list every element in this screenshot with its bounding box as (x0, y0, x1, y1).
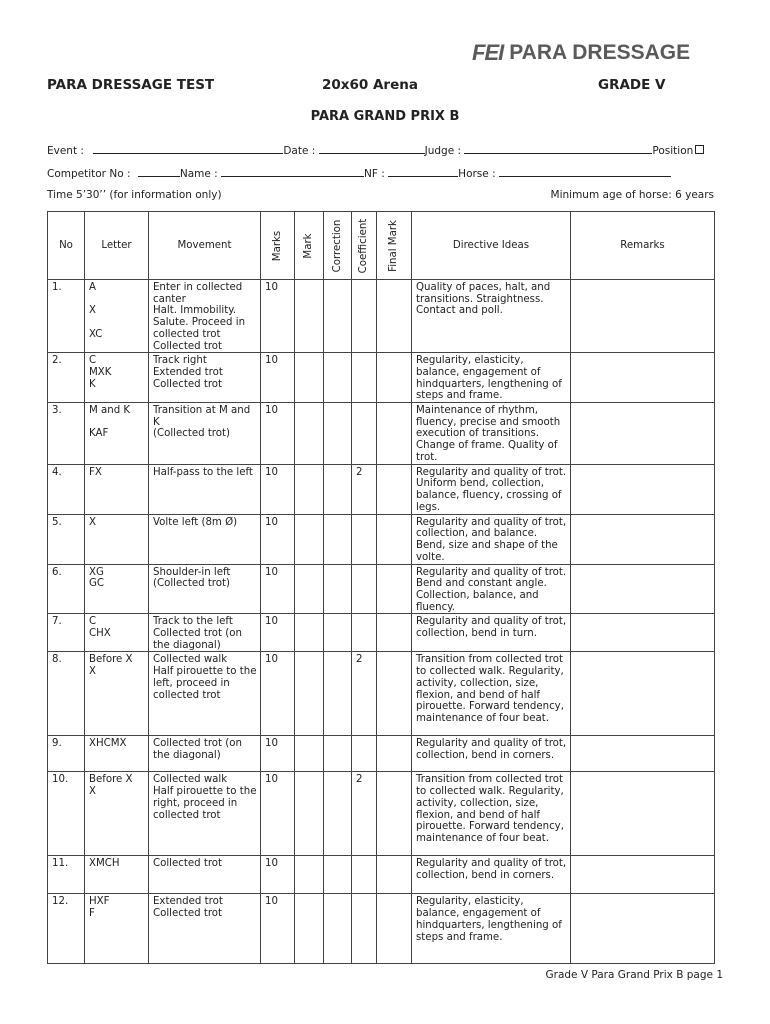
row-coefficient (352, 353, 377, 403)
competitor-line (47, 165, 671, 180)
row-number: 3. (48, 403, 85, 465)
row-coefficient (352, 736, 377, 772)
row-max-marks: 10 (261, 856, 295, 894)
row-correction-input[interactable] (324, 856, 352, 894)
position-checkbox[interactable] (695, 145, 704, 154)
row-mark-input[interactable] (295, 353, 324, 403)
row-letter: C MXK K (85, 353, 149, 403)
row-directive-ideas: Regularity, elasticity, balance, engagement of hindquarters, lengthening of steps and frame. (412, 353, 571, 403)
table-row (48, 772, 715, 856)
row-movement: Shoulder-in left (Collected trot) (149, 564, 261, 614)
row-mark-input[interactable] (295, 772, 324, 856)
row-max-marks: 10 (261, 464, 295, 514)
nf-field[interactable] (388, 165, 458, 177)
row-coefficient: 2 (352, 464, 377, 514)
table-row (48, 280, 715, 353)
row-directive-ideas: Regularity and quality of trot. Uniform bend, collection, balance, fluency, crossing of legs. (412, 464, 571, 514)
header-directive-ideas: Directive Ideas (412, 212, 571, 280)
row-final-mark-input[interactable] (377, 280, 412, 353)
header-correction: Correction (324, 212, 352, 280)
logo-brand: FEI (472, 40, 504, 65)
row-number: 10. (48, 772, 85, 856)
row-max-marks: 10 (261, 280, 295, 353)
row-mark-input[interactable] (295, 736, 324, 772)
row-coefficient: 2 (352, 652, 377, 736)
header-mark: Mark (295, 212, 324, 280)
row-number: 7. (48, 614, 85, 652)
table-row (48, 403, 715, 465)
table-row (48, 856, 715, 894)
header-remarks: Remarks (571, 212, 715, 280)
row-number: 1. (48, 280, 85, 353)
competitor-field[interactable] (138, 165, 180, 177)
row-directive-ideas: Regularity and quality of trot, collection, bend in turn. (412, 614, 571, 652)
row-max-marks: 10 (261, 403, 295, 465)
row-movement: Enter in collected canter Halt. Immobility. Salute. Proceed in collected trot Collected trot (149, 280, 261, 353)
header-letter: Letter (85, 212, 149, 280)
row-number: 11. (48, 856, 85, 894)
date-label: Date : (283, 145, 316, 157)
row-movement: Collected walk Half pirouette to the right, proceed in collected trot (149, 772, 261, 856)
row-mark-input[interactable] (295, 894, 324, 964)
row-directive-ideas: Regularity and quality of trot, collection, bend in corners. (412, 856, 571, 894)
row-max-marks: 10 (261, 772, 295, 856)
row-remarks-input[interactable] (571, 736, 715, 772)
row-correction-input[interactable] (324, 353, 352, 403)
table-row (48, 353, 715, 403)
header-coefficient: Coefficient (352, 212, 377, 280)
row-correction-input[interactable] (324, 403, 352, 465)
table-row (48, 464, 715, 514)
row-coefficient (352, 564, 377, 614)
row-coefficient (352, 856, 377, 894)
row-coefficient (352, 514, 377, 564)
row-remarks-input[interactable] (571, 614, 715, 652)
table-row (48, 736, 715, 772)
date-field[interactable] (319, 142, 425, 154)
row-coefficient (352, 280, 377, 353)
row-mark-input[interactable] (295, 564, 324, 614)
name-field[interactable] (221, 165, 364, 177)
row-movement: Collected trot (on the diagonal) (149, 736, 261, 772)
row-remarks-input[interactable] (571, 403, 715, 465)
row-mark-input[interactable] (295, 403, 324, 465)
row-number: 9. (48, 736, 85, 772)
row-letter: M and K KAF (85, 403, 149, 465)
event-label: Event : (47, 145, 84, 157)
row-movement: Track right Extended trot Collected trot (149, 353, 261, 403)
logo-product: PARA DRESSAGE (509, 41, 691, 64)
row-mark-input[interactable] (295, 514, 324, 564)
row-final-mark-input[interactable] (377, 772, 412, 856)
row-final-mark-input[interactable] (377, 736, 412, 772)
row-mark-input[interactable] (295, 280, 324, 353)
row-remarks-input[interactable] (571, 353, 715, 403)
row-directive-ideas: Regularity and quality of trot. Bend and constant angle. Collection, balance, and fluency. (412, 564, 571, 614)
row-mark-input[interactable] (295, 614, 324, 652)
judge-label: Judge : (424, 145, 462, 157)
scoring-table (47, 211, 715, 964)
row-final-mark-input[interactable] (377, 353, 412, 403)
row-letter: X (85, 514, 149, 564)
row-correction-input[interactable] (324, 894, 352, 964)
row-number: 4. (48, 464, 85, 514)
header-final-mark: Final Mark (377, 212, 412, 280)
row-max-marks: 10 (261, 564, 295, 614)
row-letter: Before X X (85, 772, 149, 856)
row-mark-input[interactable] (295, 856, 324, 894)
minimum-age-note: Minimum age of horse: 6 years (550, 189, 714, 201)
row-correction-input[interactable] (324, 614, 352, 652)
row-remarks-input[interactable] (571, 856, 715, 894)
row-movement: Half-pass to the left (149, 464, 261, 514)
row-final-mark-input[interactable] (377, 856, 412, 894)
row-directive-ideas: Transition from collected trot to collected walk. Regularity, activity, collection, size, flexion, and bend of half pirouette. Forward tendency, maintenance of four beat. (412, 772, 571, 856)
row-remarks-input[interactable] (571, 464, 715, 514)
row-remarks-input[interactable] (571, 772, 715, 856)
table-row (48, 652, 715, 736)
row-directive-ideas: Maintenance of rhythm, fluency, precise and smooth execution of transitions. Change of frame. Quality of trot. (412, 403, 571, 465)
row-remarks-input[interactable] (571, 652, 715, 736)
row-movement: Collected walk Half pirouette to the left, proceed in collected trot (149, 652, 261, 736)
fei-para-dressage-logo (472, 40, 690, 66)
row-correction-input[interactable] (324, 280, 352, 353)
row-correction-input[interactable] (324, 736, 352, 772)
row-final-mark-input[interactable] (377, 514, 412, 564)
row-correction-input[interactable] (324, 772, 352, 856)
row-remarks-input[interactable] (571, 280, 715, 353)
row-correction-input[interactable] (324, 514, 352, 564)
name-label: Name : (179, 168, 218, 180)
horse-field[interactable] (499, 165, 671, 177)
time-note: Time 5’30’’ (for information only) (47, 189, 222, 201)
row-correction-input[interactable] (324, 652, 352, 736)
row-movement: Transition at M and K (Collected trot) (149, 403, 261, 465)
row-max-marks: 10 (261, 614, 295, 652)
judge-field[interactable] (464, 142, 652, 154)
row-number: 5. (48, 514, 85, 564)
row-directive-ideas: Regularity and quality of trot, collection, bend in corners. (412, 736, 571, 772)
row-directive-ideas: Quality of paces, halt, and transitions. Straightness. Contact and poll. (412, 280, 571, 353)
row-final-mark-input[interactable] (377, 403, 412, 465)
row-movement: Extended trot Collected trot (149, 894, 261, 964)
event-line (47, 142, 704, 157)
row-max-marks: 10 (261, 894, 295, 964)
row-max-marks: 10 (261, 353, 295, 403)
row-correction-input[interactable] (324, 464, 352, 514)
row-max-marks: 10 (261, 736, 295, 772)
row-number: 12. (48, 894, 85, 964)
row-final-mark-input[interactable] (377, 614, 412, 652)
row-remarks-input[interactable] (571, 514, 715, 564)
row-coefficient (352, 894, 377, 964)
row-letter: XG GC (85, 564, 149, 614)
test-title: PARA DRESSAGE TEST (47, 77, 215, 93)
table-row (48, 514, 715, 564)
event-field[interactable] (93, 142, 283, 154)
row-letter: C CHX (85, 614, 149, 652)
horse-label: Horse : (458, 168, 496, 180)
row-final-mark-input[interactable] (377, 464, 412, 514)
row-coefficient: 2 (352, 772, 377, 856)
row-mark-input[interactable] (295, 464, 324, 514)
header-marks: Marks (261, 212, 295, 280)
nf-label: NF : (364, 168, 385, 180)
row-coefficient (352, 614, 377, 652)
row-letter: A X XC (85, 280, 149, 353)
table-row (48, 614, 715, 652)
row-letter: XHCMX (85, 736, 149, 772)
row-final-mark-input[interactable] (377, 894, 412, 964)
page-footer: Grade V Para Grand Prix B page 1 (545, 969, 723, 981)
competitor-label: Competitor No : (47, 168, 131, 180)
row-letter: FX (85, 464, 149, 514)
header-no: No (48, 212, 85, 280)
table-header-row (48, 212, 715, 280)
table-row (48, 564, 715, 614)
row-directive-ideas: Transition from collected trot to collected walk. Regularity, activity, collection, size, flexion, and bend of half pirouette. Forward tendency, maintenance of four beat. (412, 652, 571, 736)
row-movement: Volte left (8m Ø) (149, 514, 261, 564)
row-directive-ideas: Regularity and quality of trot, collection, and balance. Bend, size and shape of the volte. (412, 514, 571, 564)
header-movement: Movement (149, 212, 261, 280)
row-directive-ideas: Regularity, elasticity, balance, engagement of hindquarters, lengthening of steps and frame. (412, 894, 571, 964)
row-number: 8. (48, 652, 85, 736)
row-correction-input[interactable] (324, 564, 352, 614)
row-final-mark-input[interactable] (377, 564, 412, 614)
row-letter: HXF F (85, 894, 149, 964)
table-row (48, 894, 715, 964)
grade-label: GRADE V (598, 77, 666, 93)
row-movement: Collected trot (149, 856, 261, 894)
position-label: Position (652, 145, 694, 157)
row-max-marks: 10 (261, 652, 295, 736)
row-max-marks: 10 (261, 514, 295, 564)
row-letter: Before X X (85, 652, 149, 736)
row-movement: Track to the left Collected trot (on the diagonal) (149, 614, 261, 652)
row-mark-input[interactable] (295, 652, 324, 736)
test-subtitle: PARA GRAND PRIX B (310, 109, 460, 124)
row-number: 2. (48, 353, 85, 403)
row-remarks-input[interactable] (571, 564, 715, 614)
row-final-mark-input[interactable] (377, 652, 412, 736)
row-coefficient (352, 403, 377, 465)
row-number: 6. (48, 564, 85, 614)
arena-size: 20x60 Arena (322, 77, 418, 93)
row-letter: XMCH (85, 856, 149, 894)
row-remarks-input[interactable] (571, 894, 715, 964)
